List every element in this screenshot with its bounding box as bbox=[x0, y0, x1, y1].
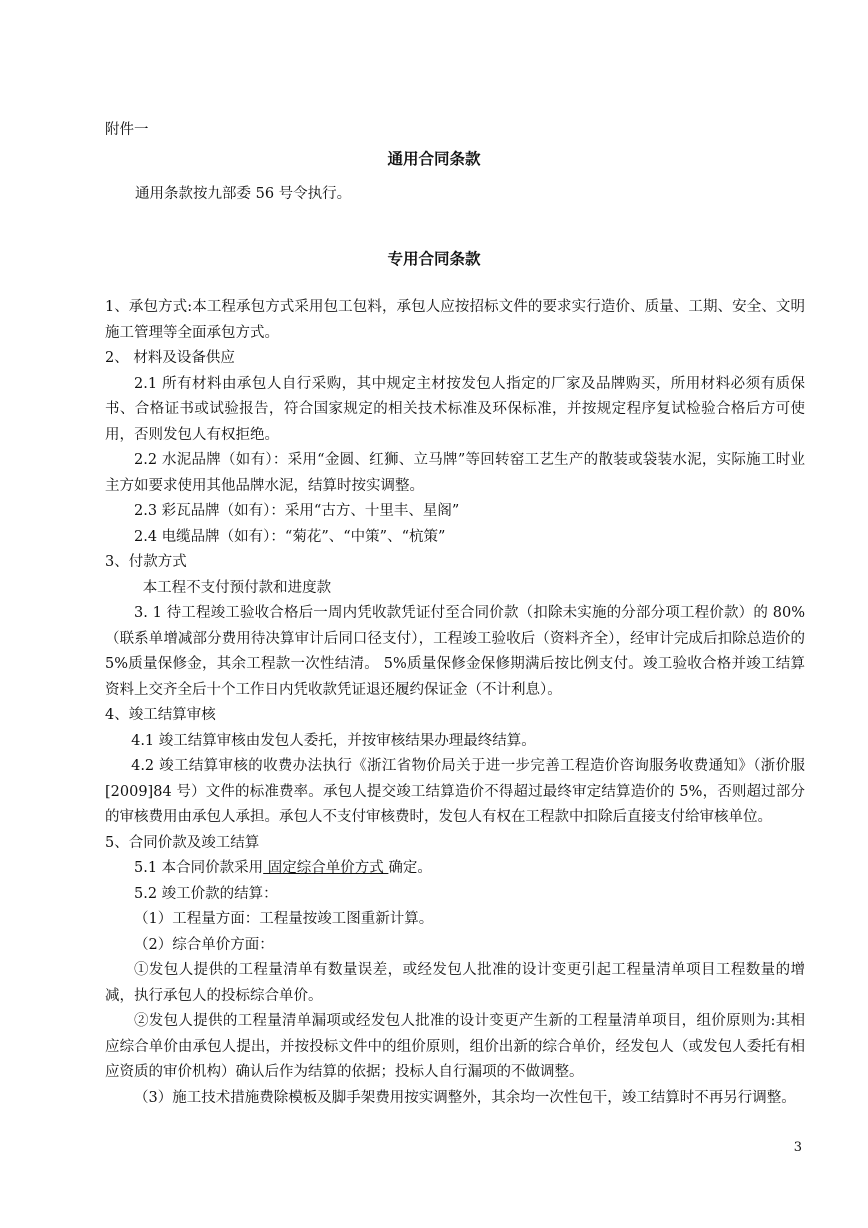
special-clauses-title: 专用合同条款 bbox=[387, 250, 481, 268]
clause-paragraph: 1、承包方式:本工程承包方式采用包工包料，承包人应按招标文件的要求实行造价、质量、工期、安全、文明施工管理等全面承包方式。 bbox=[105, 299, 805, 341]
clause-paragraph: ②发包人提供的工程量清单漏项或经发包人批准的设计变更产生新的工程量清单项目，组价原则为:其相应综合单价由承包人提出，并按投标文件中的组价原则，组价出新的综合单价，经发包人（或发包人委托有相应资质的审价机构）确认后作为结算的依据；投标人自行漏项的不做调整。 bbox=[105, 1013, 805, 1080]
clause-5-1-suffix: 确定。 bbox=[388, 860, 432, 876]
clause-paragraph: 5、合同价款及竣工结算 bbox=[105, 834, 260, 851]
clause-paragraph: （3）施工技术措施费除模板及脚手架费用按实调整外，其余均一次性包干，竣工结算时不再另行调整。 bbox=[134, 1089, 796, 1106]
clause-paragraph: 本工程不支付预付款和进度款 bbox=[142, 579, 332, 596]
clause-paragraph: 5.2 竣工价款的结算： bbox=[134, 885, 278, 902]
clause-paragraph: 3、付款方式 bbox=[105, 554, 187, 570]
general-clauses-title: 通用合同条款 bbox=[387, 150, 481, 168]
special-clauses-body bbox=[105, 295, 805, 1111]
clause-paragraph: （1）工程量方面：工程量按竣工图重新计算。 bbox=[134, 911, 434, 927]
attachment-label: 附件一 bbox=[105, 122, 149, 138]
clause-paragraph: 2.4 电缆品牌（如有）：“菊花”、“中策”、“杭策” bbox=[134, 528, 446, 545]
clause-paragraph: 4.1 竣工结算审核由发包人委托，并按审核结果办理最终结算。 bbox=[131, 732, 536, 749]
page-number: 3 bbox=[793, 1140, 802, 1155]
clause-paragraph: ①发包人提供的工程量清单有数量误差，或经发包人批准的设计变更引起工程量清单项目工程数量的增减，执行承包人的投标综合单价。 bbox=[105, 962, 805, 1004]
clause-paragraph: 2.3 彩瓦品牌（如有）：采用“古方、十里丰、星阁” bbox=[134, 503, 460, 519]
clause-paragraph: 2.1 所有材料由承包人自行采购，其中规定主材按发包人指定的厂家及品牌购买，所用材料必须有质保书、合格证书或试验报告，符合国家规定的相关技术标准及环保标准，并按规定程序复试检验合格后方可使用，否则发包人有权拒绝。 bbox=[105, 375, 805, 443]
clause-5-1-underlined-value: 固定综合单价方式 bbox=[263, 860, 389, 876]
clause-paragraph: 2、 材料及设备供应 bbox=[105, 350, 235, 366]
general-clauses-text: 通用条款按九部委 56 号令执行。 bbox=[135, 186, 352, 202]
clause-paragraph: 4.2 竣工结算审核的收费办法执行《浙江省物价局关于进一步完善工程造价咨询服务收费通知》（浙价服[2009]84 号）文件的标准费率。承包人提交竣工结算造价不得超过最终审定结算造价的 5%，否则超过部分的审核费用由承包人承担。承包人不支付审核费时，发包人有权在工程款中扣除后直接支付给审核单位。 bbox=[105, 758, 805, 825]
clause-5-1 bbox=[105, 856, 805, 882]
clause-paragraph: 4、竣工结算审核 bbox=[105, 707, 216, 723]
clause-paragraph: 2.2 水泥品牌（如有）：采用“金圆、红狮、立马牌”等回转窑工艺生产的散装或袋装水泥，实际施工时业主方如要求使用其他品牌水泥，结算时按实调整。 bbox=[105, 452, 805, 494]
clause-paragraph: （2）综合单价方面： bbox=[134, 936, 274, 953]
clause-paragraph: 3. 1 待工程竣工验收合格后一周内凭收款凭证付至合同价款（扣除未实施的分部分项工程价款）的 80%（联系单增减部分费用待决算审计后同口径支付），工程竣工验收后（资料齐全），经审计完成后扣除总造价的 5%质量保修金，其余工程款一次性结清。 5%质量保修金保修期满后按比例支付。竣工验收合格并竣工结算资料上交齐全后十个工作日内凭收款凭证退还履约保证金（不计利息）。 bbox=[105, 605, 805, 698]
clause-5-1-prefix: 5.1 本合同价款采用 bbox=[134, 860, 264, 876]
